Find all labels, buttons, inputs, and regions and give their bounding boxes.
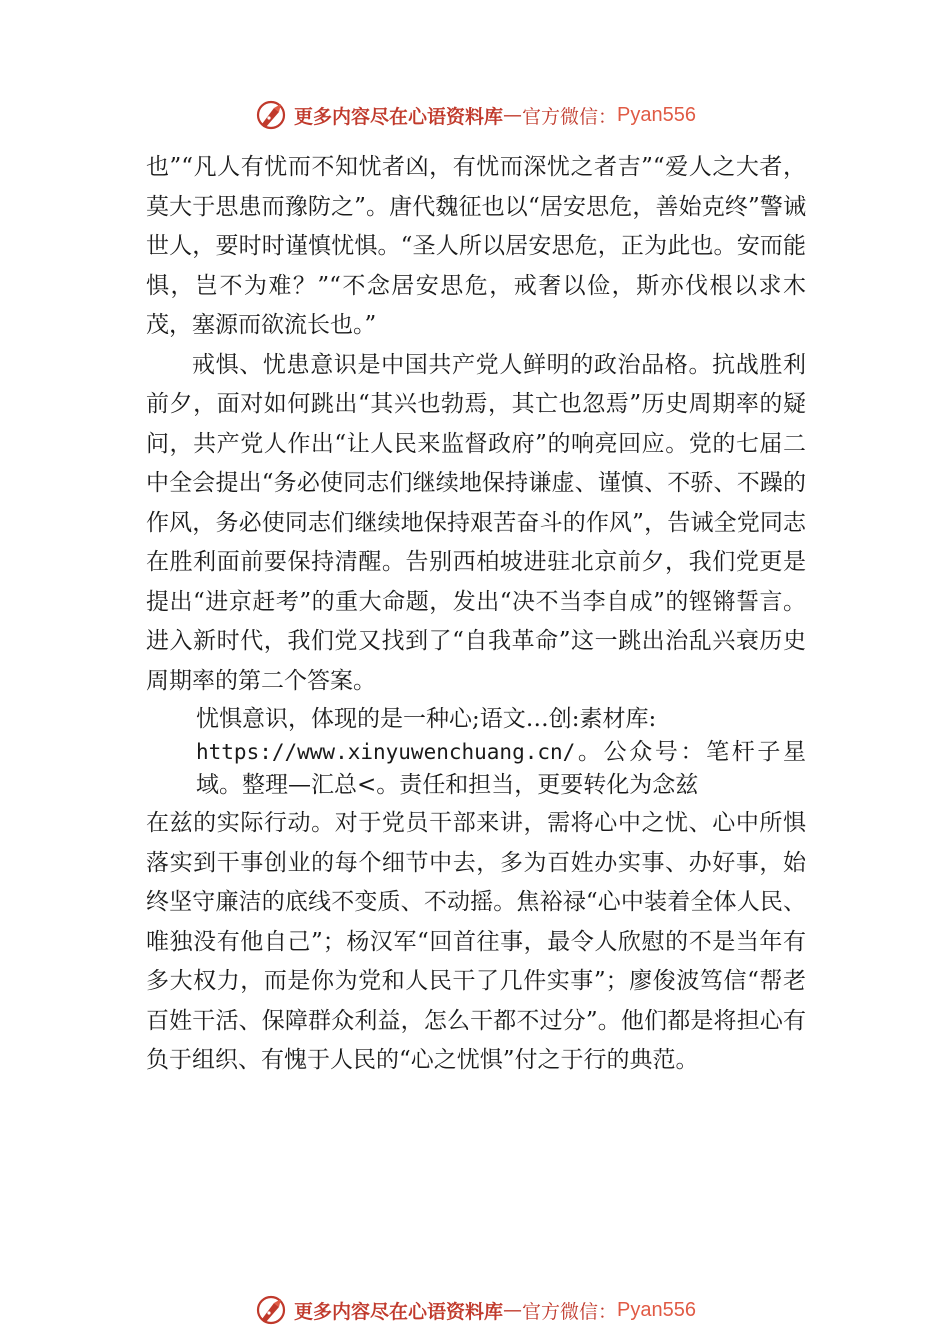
paragraph-1: 也”“凡人有忧而不知忧者凶，有忧而深忧之者吉”“爱人之大者，莫大于思患而豫防之”。唐代魏征也以“居安思危，善始克终”警诫世人，要时时谨慎忧惧。“圣人所以居安思危，正为此也。安而能惧，岂不为难？”“不念居安思危，戒奢以俭，斯亦伐根以求木茂，塞源而欲流长也。” bbox=[146, 154, 806, 338]
inset-url: https://www.xinyuwenchuang.cn/ bbox=[196, 740, 576, 764]
paragraph-2: 戒惧、忧患意识是中国共产党人鲜明的政治品格。抗战胜利前夕，面对如何跳出“其兴也勃焉，其亡也忽焉”历史周期率的疑问，共产党人作出“让人民来监督政府”的响亮回应。党的七届二中全会提出“务必使同志们继续地保持谦虚、谨慎、不骄、不躁的作风，务必使同志们继续地保持艰苦奋斗的作风”，告诫全党同志在胜利面前要保持清醒。告别西柏坡进驻北京前夕，我们党更是提出“进京赶考”的重大命题，发出“决不当李自成”的铿锵誓言。进入新时代，我们党又找到了“自我革命”这一跳出治乱兴衰历史周期率的第二个答案。 bbox=[146, 351, 806, 694]
document-body bbox=[146, 148, 806, 1081]
inserted-watermark-text bbox=[196, 703, 806, 802]
paragraph-3: 在兹的实际行动。对于党员干部来讲，需将心中之忧、心中所惧落实到干事创业的每个细节中去，多为百姓办实事、办好事，始终坚守廉洁的底线不变质、不动摇。焦裕禄“心中装着全体人民、唯独没有他自己”；杨汉军“回首往事，最令人欣慰的不是当年有多大权力，而是你为党和人民干了几件实事”；廖俊波笃信“帮老百姓干活、保障群众利益，怎么干都不过分”。他们都是将担心有负于组织、有愧于人民的“心之忧惧”付之于行的典范。 bbox=[146, 810, 806, 1073]
header-banner bbox=[0, 95, 950, 135]
wechat-label: 官方微信： bbox=[522, 1300, 618, 1323]
wechat-handle: Pyan556 bbox=[617, 103, 696, 126]
pen-nib-circle-icon bbox=[254, 98, 288, 132]
inset-line-1: 忧惧意识，体现的是一种心;语文…创:素材库: bbox=[196, 706, 657, 732]
library-name: 更多内容尽在心语资料库 bbox=[294, 1300, 504, 1323]
wechat-handle: Pyan556 bbox=[617, 1298, 696, 1321]
banner-separator: — bbox=[503, 1299, 523, 1321]
footer-banner bbox=[0, 1290, 950, 1330]
banner-separator: — bbox=[503, 104, 523, 126]
inset-line-2: 。公众号：笔杆子星域。整理—汇总<。责任和担当，更要转化为念兹 bbox=[196, 739, 806, 798]
wechat-label: 官方微信： bbox=[522, 105, 618, 128]
library-name: 更多内容尽在心语资料库 bbox=[294, 105, 504, 128]
pen-nib-circle-icon bbox=[254, 1293, 288, 1327]
